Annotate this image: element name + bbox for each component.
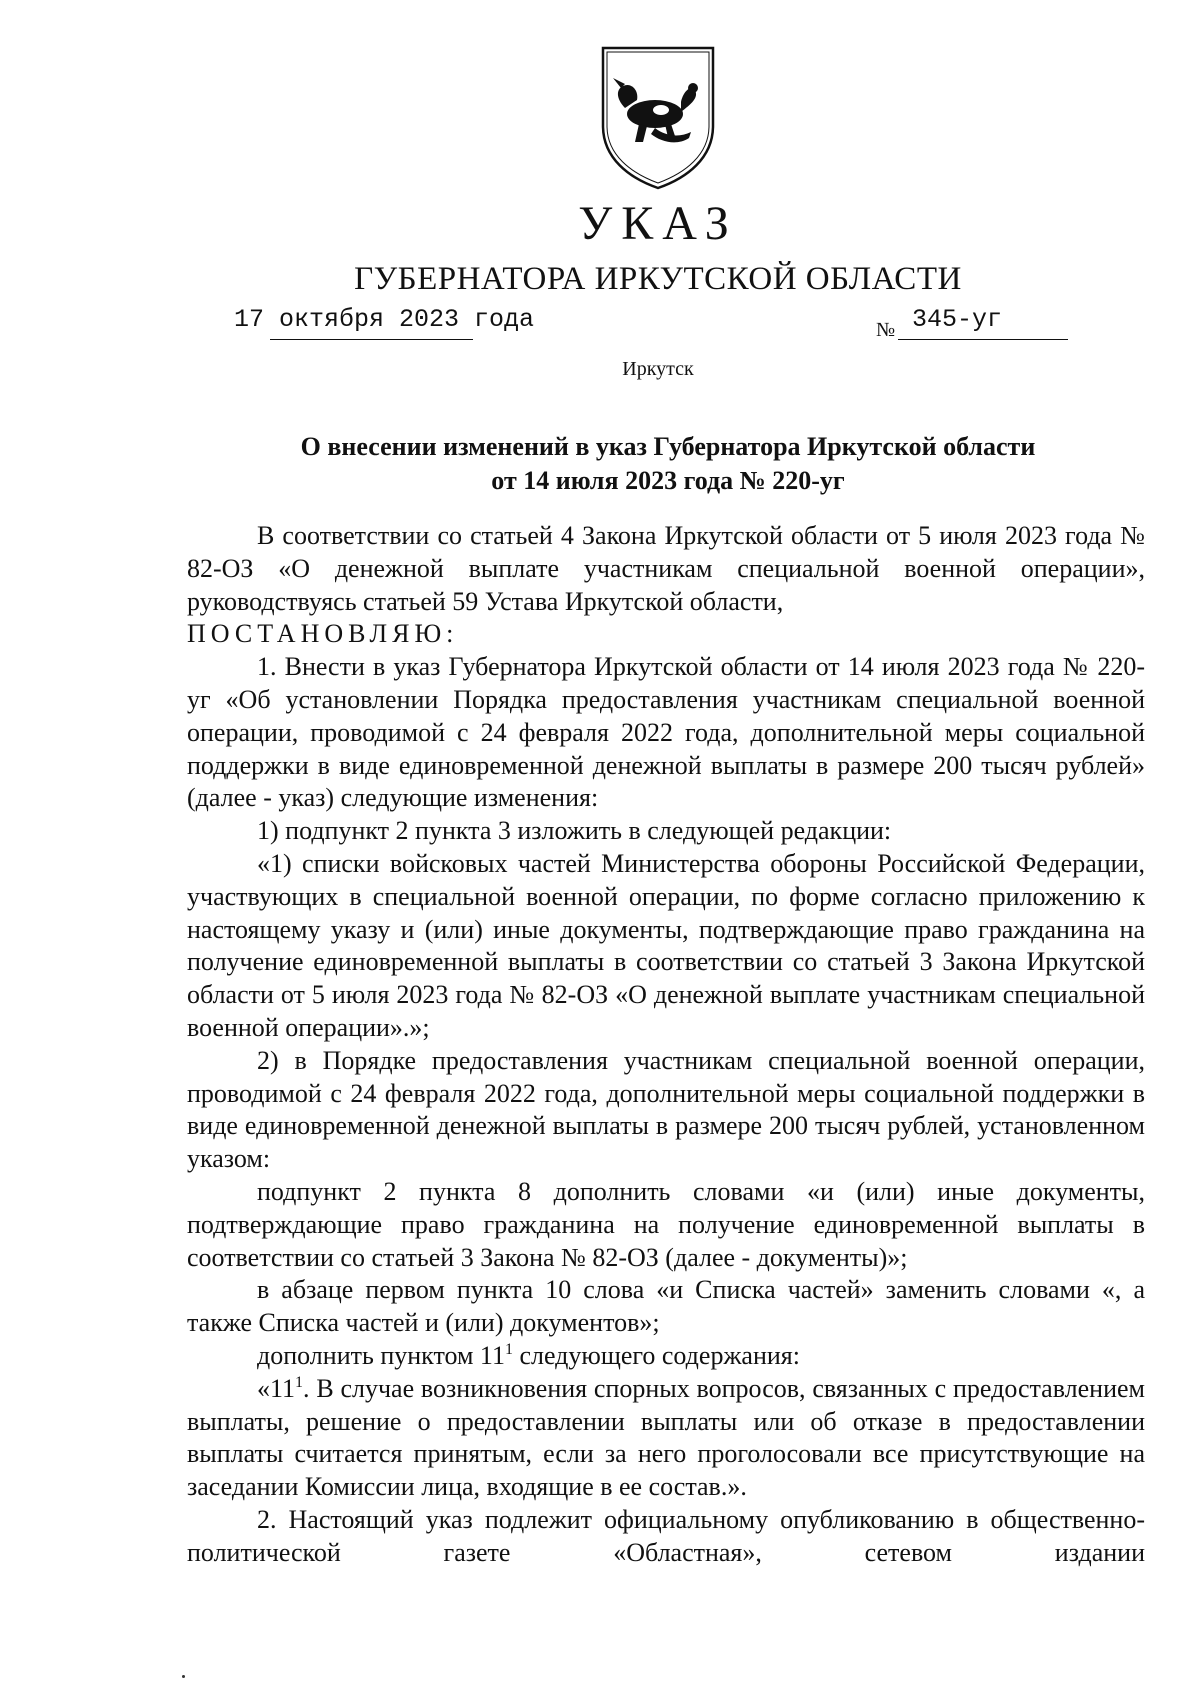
decree-number: 345-уг	[912, 305, 1003, 334]
heading-line-1: О внесении изменений в указ Губернатора Иркутской области	[300, 432, 1036, 461]
heading-line-2: от 14 июля 2023 года № 220-уг	[491, 466, 845, 495]
date-underline	[270, 339, 473, 340]
paragraph-1-2-c-sup: 1	[504, 1340, 513, 1358]
decree-heading	[188, 430, 1148, 498]
decree-word: ПОСТАНОВЛЯЮ:	[187, 619, 459, 649]
document-body	[187, 520, 1145, 1570]
paragraph-1-1-text: «1) списки войсковых частей Министерства обороны Российской Федерации, участвующих в специальной военной операции, по форме согласно приложению к настоящему указу и (или) иные документы, подтверждающие право гражданина на получение единовременной выплаты в соответствии со статьей 3 Закона Иркутской области от 5 июля 2023 года № 82-ОЗ «О денежной выплате участникам специальной военной операции».»;	[187, 848, 1145, 1042]
scan-speck	[182, 1675, 185, 1678]
intro-paragraph: В соответствии со статьей 4 Закона Иркутской области от 5 июля 2023 года № 82-ОЗ «О денежной выплате участникам специальной военной операции», руководствуясь статьей 59 Устава Иркутской области,	[187, 521, 1145, 616]
paragraph-1-2-c-pre: дополнить пунктом 11	[257, 1340, 505, 1370]
paragraph-1-2-b: в абзаце первом пункта 10 слова «и Списка частей» заменить словами «, а также Списка частей и (или) документов»;	[187, 1275, 1145, 1338]
decree-date: 17 октября 2023 года	[234, 305, 535, 334]
paragraph-1-2-c	[187, 1340, 1145, 1373]
number-sign: №	[876, 319, 896, 341]
document-subtitle: ГУБЕРНАТОРА ИРКУТСКОЙ ОБЛАСТИ	[354, 261, 962, 297]
paragraph-1-2-a: подпункт 2 пункта 8 дополнить словами «и (или) иные документы, подтверждающие право гражданина на получение единовременной выплаты в соответствии со статьей 3 Закона № 82-ОЗ (далее - документы)»;	[187, 1176, 1145, 1272]
paragraph-1-2-c-post: следующего содержания:	[512, 1340, 800, 1370]
paragraph-1: 1. Внести в указ Губернатора Иркутской области от 14 июля 2023 года № 220-уг «Об установлении Порядка предоставления участникам специальной военной операции, проводимой с 24 февраля 2022 года, дополнительной меры социальной поддержки в виде единовременной денежной выплаты в размере 200 тысяч рублей» (далее - указ) следующие изменения:	[187, 652, 1145, 813]
paragraph-1-2-d-post: . В случае возникновения спорных вопросов, связанных с предоставлением выплаты, решение о предоставлении выплаты или об отказе в предоставлении выплаты считается принятым, если за него проголосовали все присутствующие на заседании Комиссии лица, входящие в ее состав.».	[187, 1373, 1145, 1502]
paragraph-1-2-d-sup: 1	[295, 1373, 304, 1391]
paragraph-1-2: 2) в Порядке предоставления участникам специальной военной операции, проводимой с 24 февраля 2022 года, дополнительной меры социальной поддержки в виде единовременной денежной выплаты в размере 200 тысяч рублей, установленном указом:	[187, 1045, 1145, 1174]
paragraph-2: 2. Настоящий указ подлежит официальному опубликованию в общественно-политической газете «Областная», сетевом издании	[187, 1504, 1145, 1567]
number-underline	[898, 339, 1068, 340]
paragraph-1-2-d	[187, 1373, 1145, 1504]
city-name: Иркутск	[622, 358, 694, 380]
paragraph-1-2-d-pre: «11	[257, 1373, 296, 1403]
paragraph-1-1: 1) подпункт 2 пункта 3 изложить в следующей редакции:	[257, 816, 892, 846]
document-title: УКАЗ	[578, 197, 738, 250]
coat-of-arms-emblem	[595, 42, 721, 192]
